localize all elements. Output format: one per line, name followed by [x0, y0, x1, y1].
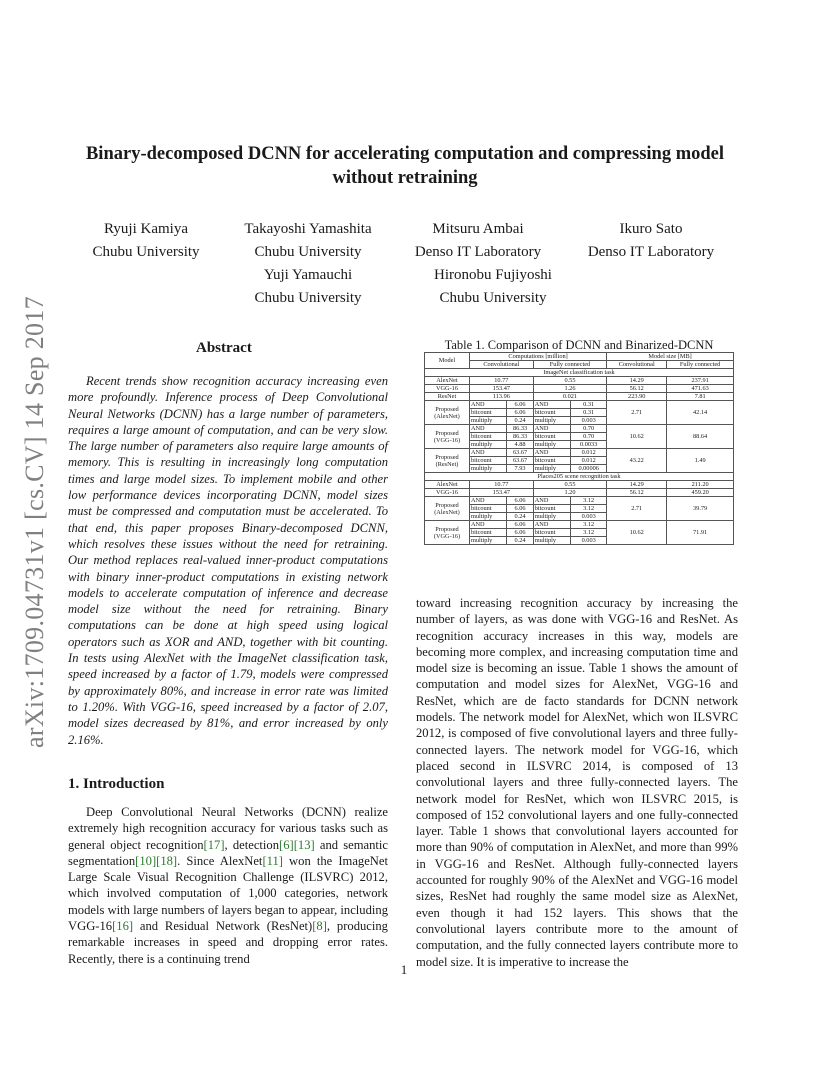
- table-cell: AND: [469, 521, 506, 529]
- table-row: [425, 521, 734, 529]
- right-column-paragraph: toward increasing recognition accuracy by increasing the number of layers, as was done with VGG-16 and ResNet. As recognition accuracy increases in this way, models are becoming more complex, and increasing computation time and model size is becoming an issue. Table 1 shows the amount of computation and model sizes for AlexNet, VGG-16 and ResNet, which are de facto standards for DCNN network models. The network model for AlexNet, which won ILSVRC 2012, is composed of five convolutional layers and three fully-connected layers. The network model for VGG-16, which placed second in ILSVRC 2014, is composed of 13 convolutional layers and three fully-connected layers. The network model for ResNet, which won ILSVRC 2015, is composed of 152 convolutional layers and one fully-connected layer. Table 1 shows that convolutional layers accounted for more than 90% of computation in AlexNet, and more than 99% in VGG-16 and ResNet. Although fully-connected layers accounted for roughly 90% of the AlexNet and VGG-16 model sizes, ResNet had roughly the same model size as AlexNet, even though it had 152 layers. This shows that the convolutional layers contribute more to the amount of computation, and the fully connected layers contribute more to model size. It is imperative to increase the: [416, 596, 738, 969]
- author-block: [578, 218, 724, 264]
- table-cell: multiply: [469, 465, 506, 473]
- title-line-1: Binary-decomposed DCNN for accelerating computation and compressing model: [85, 144, 725, 164]
- table-section-header: Places205 scene recognition task: [425, 473, 734, 481]
- table-cell: 1.20: [533, 489, 606, 497]
- table-cell: 0.24: [507, 513, 533, 521]
- citation-link[interactable]: [6]: [279, 837, 294, 852]
- author-name: Takayoshi Yamashita: [244, 221, 372, 237]
- table-header-cell: Model size [MB]: [607, 353, 734, 361]
- table-cell: 0.00006: [571, 465, 607, 473]
- table-cell: 10.62: [607, 521, 667, 545]
- table-cell: 211.20: [667, 481, 734, 489]
- table-cell: 6.06: [507, 409, 533, 417]
- table-row: [425, 489, 734, 497]
- citation-link[interactable]: [8]: [312, 919, 327, 934]
- table-cell: 3.12: [571, 521, 607, 529]
- author-block: [233, 218, 383, 264]
- table-cell: 10.62: [607, 425, 667, 449]
- paper-title: [60, 142, 750, 190]
- table-cell: AND: [469, 449, 506, 457]
- table-row: [425, 481, 734, 489]
- author-block: [248, 264, 368, 310]
- author-block: [420, 264, 566, 310]
- table-cell: VGG-16: [425, 385, 470, 393]
- table-cell: 2.71: [607, 401, 667, 425]
- table-cell: bitcount: [469, 433, 506, 441]
- table-cell: multiply: [533, 513, 570, 521]
- table-cell: 0.24: [507, 417, 533, 425]
- table-cell: 223.90: [607, 393, 667, 401]
- table-cell: 88.64: [667, 425, 734, 449]
- table-cell: bitcount: [469, 529, 506, 537]
- table-header-cell: Fully connected: [667, 361, 734, 369]
- table-cell: 459.20: [667, 489, 734, 497]
- table-cell: 0.0033: [571, 441, 607, 449]
- arxiv-identifier: arXiv:1709.04731v1 [cs.CV] 14 Sep 2017: [20, 296, 50, 748]
- table-section-header: ImageNet classification task: [425, 369, 734, 377]
- table-cell: 471.63: [667, 385, 734, 393]
- table-cell: 71.91: [667, 521, 734, 545]
- table-cell: 0.31: [571, 409, 607, 417]
- table-row: [425, 393, 734, 401]
- table-cell: multiply: [533, 537, 570, 545]
- table-cell: Proposed (AlexNet): [425, 401, 470, 425]
- table-cell: 2.71: [607, 497, 667, 521]
- table-cell: AND: [533, 497, 570, 505]
- table-cell: VGG-16: [425, 489, 470, 497]
- table-cell: bitcount: [533, 433, 570, 441]
- table-cell: 86.33: [507, 425, 533, 433]
- table-cell: Proposed (VGG-16): [425, 521, 470, 545]
- table-cell: 0.31: [571, 401, 607, 409]
- table-cell: 14.29: [607, 481, 667, 489]
- citation-link[interactable]: [16]: [112, 919, 134, 934]
- table-header-cell: Model: [425, 353, 470, 369]
- table-cell: bitcount: [469, 505, 506, 513]
- table-cell: 4.88: [507, 441, 533, 449]
- table-cell: 6.06: [507, 401, 533, 409]
- table-row: [425, 449, 734, 457]
- table-row: [425, 385, 734, 393]
- table-header-cell: Computations [million]: [469, 353, 606, 361]
- table-row: [425, 377, 734, 385]
- table-cell: 86.33: [507, 433, 533, 441]
- table-cell: 10.77: [469, 481, 533, 489]
- table-cell: bitcount: [469, 409, 506, 417]
- arxiv-sidebar: [16, 287, 54, 757]
- table-cell: 6.06: [507, 497, 533, 505]
- table-cell: Proposed (VGG-16): [425, 425, 470, 449]
- table-cell: AND: [533, 449, 570, 457]
- table-cell: 0.24: [507, 537, 533, 545]
- table-cell: 0.55: [533, 481, 606, 489]
- table-cell: bitcount: [533, 409, 570, 417]
- table-cell: AND: [533, 401, 570, 409]
- table-cell: 0.003: [571, 417, 607, 425]
- table-cell: 0.021: [533, 393, 606, 401]
- table-cell: AlexNet: [425, 481, 470, 489]
- table-cell: 113.96: [469, 393, 533, 401]
- page-number: 1: [400, 962, 408, 977]
- table-cell: AND: [469, 401, 506, 409]
- table-row: [425, 497, 734, 505]
- table-cell: 7.93: [507, 465, 533, 473]
- table-header-cell: Convolutional: [469, 361, 533, 369]
- table-cell: 3.12: [571, 529, 607, 537]
- table-cell: bitcount: [469, 457, 506, 465]
- table-cell: 0.012: [571, 457, 607, 465]
- table-cell: Proposed (AlexNet): [425, 497, 470, 521]
- author-name: Ryuji Kamiya: [104, 221, 188, 237]
- table-cell: 6.06: [507, 521, 533, 529]
- citation-link[interactable]: [18]: [156, 853, 178, 868]
- author-affiliation: Denso IT Laboratory: [414, 244, 542, 260]
- table-cell: ResNet: [425, 393, 470, 401]
- table-row: [425, 425, 734, 433]
- table-cell: 56.12: [607, 489, 667, 497]
- table-caption: Table 1. Comparison of DCNN and Binarized-DCNN: [444, 338, 714, 352]
- table-cell: multiply: [533, 465, 570, 473]
- table-cell: 63.67: [507, 449, 533, 457]
- table-cell: AND: [533, 521, 570, 529]
- author-name: Ikuro Sato: [619, 221, 683, 237]
- table-header-cell: Fully connected: [533, 361, 606, 369]
- table-cell: 39.79: [667, 497, 734, 521]
- table-cell: 0.55: [533, 377, 606, 385]
- title-line-2: without retraining: [332, 168, 478, 188]
- abstract-text: Recent trends show recognition accuracy increasing even more profoundly. Inference process of Deep Convolutional Neural Networks (DCNN) has a large number of parameters, requires a large amount of computation, and can be very slow. The large number of parameters also require large amounts of memory. This is resulting in increasingly long computation times and large model sizes. To implement mobile and other low performance devices incorporating DCNN, model sizes must be compressed and computation must be accelerated. To that end, this paper proposes Binary-decomposed DCNN, which resolves these issues without the need for retraining. Our method replaces real-valued inner-product computations with binary inner-product computations in existing network models to accelerate computation of inference and decrease model size without the need for retraining. Binary computations can be done at high speed using logical operators such as XOR and AND, together with bit counting. In tests using AlexNet with the ImageNet classification task, speed increased by a factor of 1.79, models were compressed by approximately 80%, and increase in error rate was limited to 1.20%. With VGG-16, speed increased by a factor of 2.07, model sizes decreased by 81%, and error increased by only 2.16%.: [68, 374, 388, 747]
- citation-link[interactable]: [11]: [262, 853, 283, 868]
- author-affiliation: Chubu University: [92, 244, 200, 260]
- author-name: Mitsuru Ambai: [432, 221, 524, 237]
- table-cell: multiply: [469, 417, 506, 425]
- citation-link[interactable]: [13]: [293, 837, 315, 852]
- author-name: Hironobu Fujiyoshi: [434, 267, 552, 283]
- table-cell: 7.81: [667, 393, 734, 401]
- author-block: [86, 218, 206, 264]
- citation-link[interactable]: [10]: [135, 853, 157, 868]
- table-cell: 0.003: [571, 537, 607, 545]
- intro-paragraph: Deep Convolutional Neural Networks (DCNN) realize extremely high recognition accuracy for various tasks such as general object recognition[17], detection[6][13] and semantic segmentation[10][18]. Since AlexNet[11] won the ImageNet Large Scale Visual Recognition Challenge (ILSVRC) 2012, which involved computation of 1,000 categories, network models with large numbers of layers began to appear, including VGG-16[16] and Residual Network (ResNet)[8], producing remarkable increases in speed and dropping error rates. Recently, there is a continuing trend: [68, 805, 388, 966]
- abstract-heading: Abstract: [196, 340, 252, 356]
- table-cell: multiply: [469, 537, 506, 545]
- table-cell: 237.91: [667, 377, 734, 385]
- table-cell: AND: [469, 425, 506, 433]
- table-cell: 42.14: [667, 401, 734, 425]
- table-cell: 6.06: [507, 505, 533, 513]
- table-cell: multiply: [469, 513, 506, 521]
- table-cell: 63.67: [507, 457, 533, 465]
- table-cell: 6.06: [507, 529, 533, 537]
- table-cell: 0.012: [571, 449, 607, 457]
- table-cell: 0.70: [571, 425, 607, 433]
- table-cell: 0.70: [571, 433, 607, 441]
- table-header-cell: Convolutional: [607, 361, 667, 369]
- table-cell: multiply: [533, 441, 570, 449]
- table-cell: AND: [533, 425, 570, 433]
- table-cell: 14.29: [607, 377, 667, 385]
- intro-heading: 1. Introduction: [68, 776, 165, 792]
- table-cell: multiply: [533, 417, 570, 425]
- table-cell: 56.12: [607, 385, 667, 393]
- citation-link[interactable]: [17]: [203, 837, 225, 852]
- author-affiliation: Chubu University: [254, 290, 362, 306]
- table-cell: 3.12: [571, 497, 607, 505]
- author-affiliation: Chubu University: [439, 290, 547, 306]
- table-cell: 1.49: [667, 449, 734, 473]
- author-affiliation: Chubu University: [254, 244, 362, 260]
- table-cell: bitcount: [533, 529, 570, 537]
- table-cell: 153.47: [469, 385, 533, 393]
- table-cell: 43.22: [607, 449, 667, 473]
- table-cell: bitcount: [533, 505, 570, 513]
- author-name: Yuji Yamauchi: [263, 267, 353, 283]
- comparison-table: [424, 352, 734, 545]
- table-cell: AlexNet: [425, 377, 470, 385]
- author-affiliation: Denso IT Laboratory: [587, 244, 715, 260]
- table-cell: 0.003: [571, 513, 607, 521]
- author-block: [405, 218, 551, 264]
- table-cell: 153.47: [469, 489, 533, 497]
- table-cell: 10.77: [469, 377, 533, 385]
- table-cell: bitcount: [533, 457, 570, 465]
- table-cell: Proposed (ResNet): [425, 449, 470, 473]
- table-row: [425, 401, 734, 409]
- table-cell: 3.12: [571, 505, 607, 513]
- table-cell: 1.26: [533, 385, 606, 393]
- table-cell: multiply: [469, 441, 506, 449]
- table-cell: AND: [469, 497, 506, 505]
